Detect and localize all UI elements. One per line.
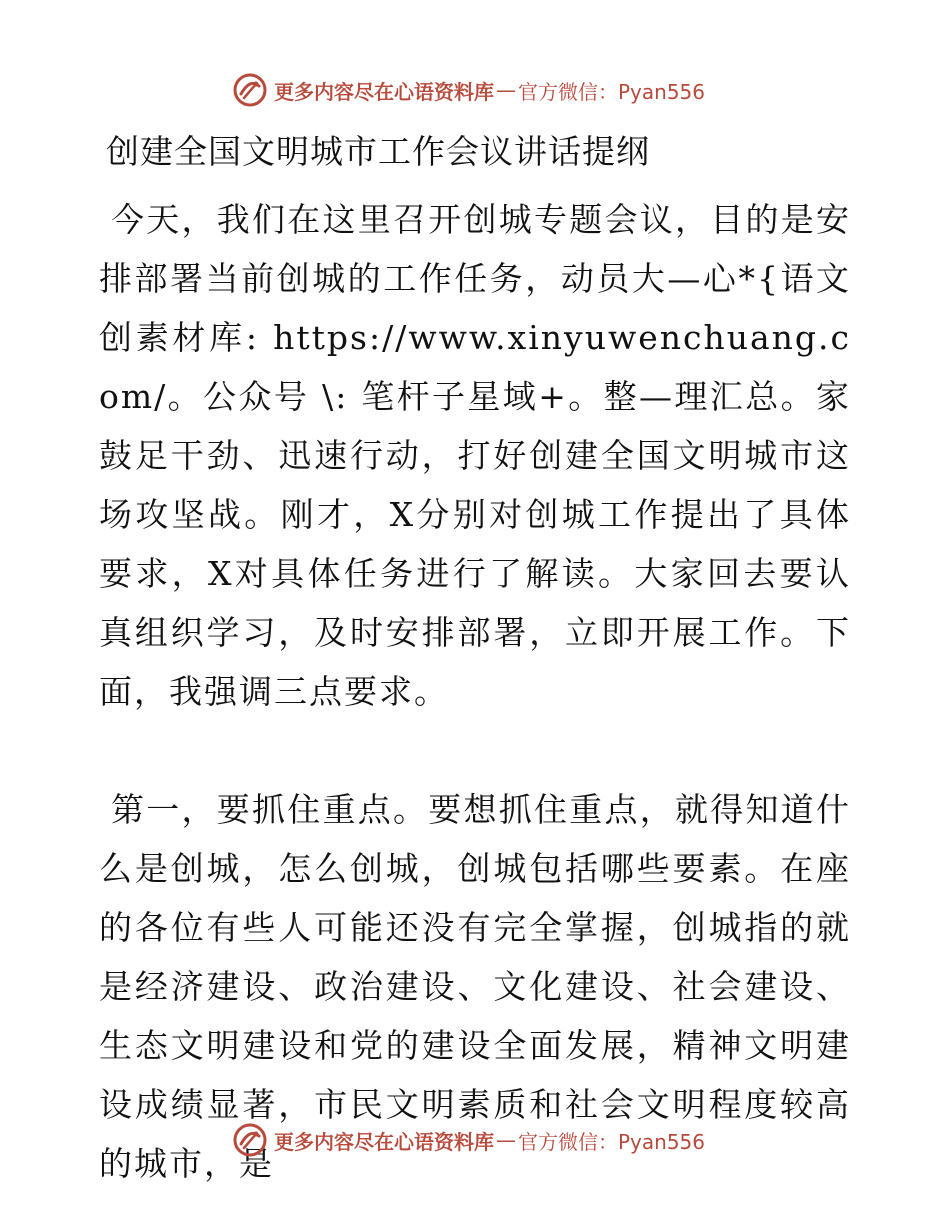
watermark-contact-text: 官方微信：Pyan556	[518, 1129, 706, 1154]
watermark-main-text: 更多内容尽在心语资料库	[274, 1129, 494, 1154]
watermark-contact-text: 官方微信：Pyan556	[518, 79, 706, 104]
watermark-separator: —	[496, 78, 516, 102]
seal-logo-icon	[232, 1122, 268, 1158]
paragraph-first-point: 第一，要抓住重点。要想抓住重点，就得知道什么是创城，怎么创城，创城包括哪些要素。在座的各位有些人可能还没有完全掌握，创城指的就是经济建设、政治建设、文化建设、社会建设、生态文明建设和党的建设全面发展，精神文明建设成绩显著，市民文明素质和社会文明程度较高的城市，是	[99, 790, 851, 1183]
paragraph-intro: 今天，我们在这里召开创城专题会议，目的是安排部署当前创城的工作任务，动员大—心*{语文创素材库: https://www.xinyuwenchuang.com/。公众号 \: 笔杆子星域+。整—理汇总。家鼓足干劲、迅速行动，打好创建全国文明城市这场攻坚战。刚才，X分别对创城工作提出了具体要求，X对具体任务进行了解读。大家回去要认真组织学习，及时安排部署，立即开展工作。下面，我强调三点要求。	[99, 200, 851, 711]
document-body	[99, 190, 851, 1193]
footer-watermark	[232, 1120, 705, 1160]
header-watermark	[232, 70, 705, 110]
watermark-main-text: 更多内容尽在心语资料库	[274, 79, 494, 104]
seal-logo-icon	[232, 72, 268, 108]
document-title: 创建全国文明城市工作会议讲话提纲	[106, 132, 650, 171]
watermark-separator: —	[496, 1128, 516, 1152]
